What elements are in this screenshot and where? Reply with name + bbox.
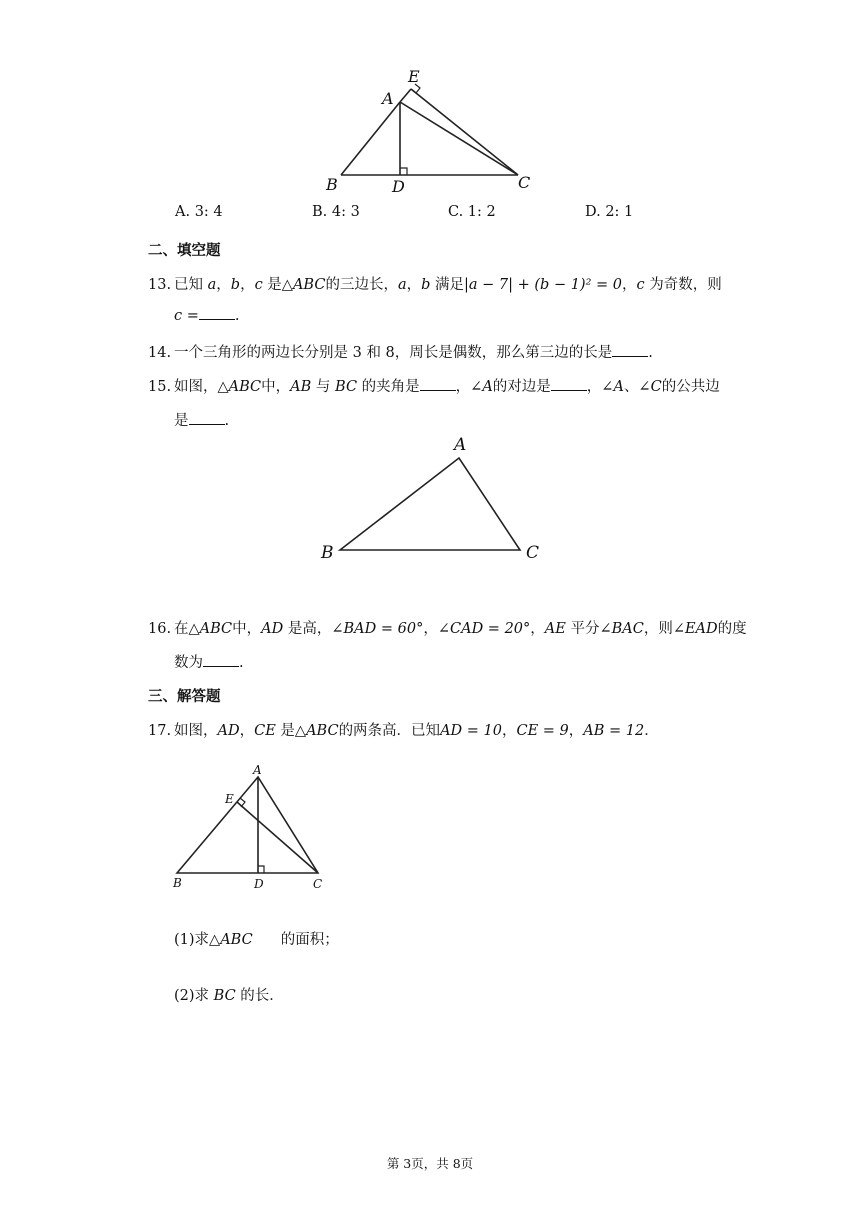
option-b: B. 4: 3: [312, 204, 360, 220]
option-d: D. 2: 1: [585, 204, 634, 220]
answer-blank[interactable]: [199, 307, 235, 320]
question-13-line2: c = .: [174, 308, 240, 324]
option-c: C. 1: 2: [448, 204, 496, 220]
question-15-line2: 是 .: [174, 413, 230, 429]
question-14: 14. 一个三角形的两边长分别是 3 和 8，周长是偶数，那么第三边的长是 .: [148, 345, 653, 361]
section-answer-heading: 三、解答题: [148, 689, 221, 705]
figure-triangle-abc-two-heights: [165, 760, 345, 895]
answer-blank[interactable]: [420, 378, 456, 391]
question-15: 15. 如图，△ABC中，AB 与 BC 的夹角是 ，∠A的对边是 ，∠A、∠C的公共边: [148, 379, 720, 395]
label-c: C: [526, 543, 540, 563]
question-17-part1: (1)求△ABC 的面积；: [174, 932, 339, 948]
page-footer: 第 3页，共 8页: [386, 1156, 474, 1171]
question-17-part2: (2)求 BC 的长．: [174, 988, 284, 1004]
question-13: 13. 已知 a，b，c 是△ABC的三边长，a，b 满足|a − 7| + (b − 1)² = 0，c 为奇数，则: [148, 277, 722, 293]
question-17: 17. 如图，AD，CE 是△ABC的两条高．已知AD = 10，CE = 9，AB = 12．: [148, 723, 659, 739]
question-16: 16. 在△ABC中，AD 是高，∠BAD = 60°，∠CAD = 20°，AE 平分∠BAC，则∠EAD的度: [148, 621, 747, 637]
label-d: D: [254, 877, 264, 891]
label-a: A: [253, 763, 262, 777]
section-fill-blank-heading: 二、填空题: [148, 243, 221, 259]
answer-blank[interactable]: [612, 344, 648, 357]
option-a: A. 3: 4: [175, 204, 223, 220]
label-b: B: [321, 543, 334, 563]
label-e: E: [225, 792, 234, 806]
label-c: C: [518, 173, 531, 192]
question-16-line2: 数为 .: [174, 655, 244, 671]
figure-triangle-abc-with-heights: [320, 62, 550, 198]
label-c: C: [313, 877, 323, 891]
label-e: E: [408, 67, 420, 86]
label-b: B: [326, 175, 338, 194]
answer-blank[interactable]: [203, 654, 239, 667]
answer-blank[interactable]: [189, 412, 225, 425]
label-b: B: [173, 876, 182, 890]
figure-triangle-abc: [315, 430, 555, 570]
label-a: A: [382, 89, 394, 108]
label-d: D: [392, 177, 405, 196]
label-a: A: [454, 435, 467, 455]
answer-blank[interactable]: [551, 378, 587, 391]
